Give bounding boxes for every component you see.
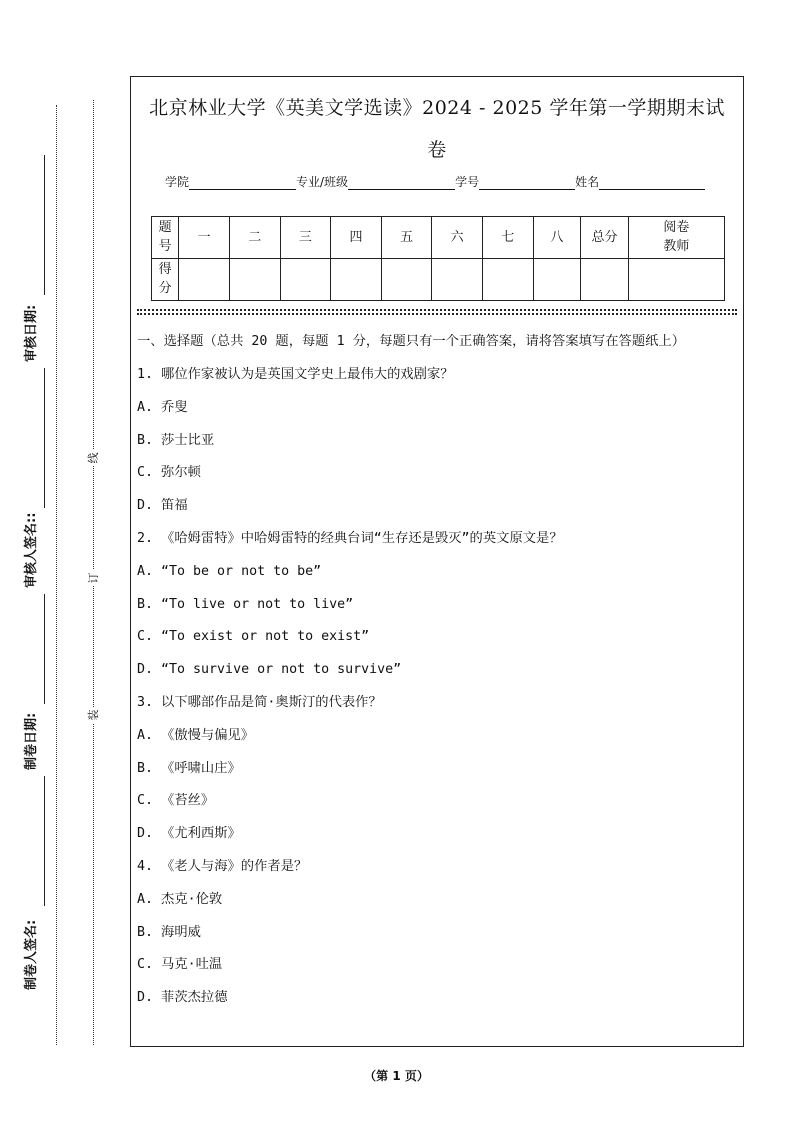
score-table-header-row bbox=[152, 217, 725, 259]
major-class-label: 专业/班级 bbox=[296, 175, 349, 189]
student-info-row bbox=[165, 173, 705, 190]
score-cell-3[interactable] bbox=[280, 259, 331, 301]
title-line-2: 卷 bbox=[427, 139, 447, 161]
score-cell-1[interactable] bbox=[179, 259, 230, 301]
score-cell-total[interactable] bbox=[581, 259, 629, 301]
score-cell-4[interactable] bbox=[331, 259, 382, 301]
compiler-signature-text: 制卷人签名: bbox=[24, 919, 39, 990]
student-id-label: 学号 bbox=[455, 175, 480, 189]
question-3: 3. 以下哪部作品是简·奥斯汀的代表作？ bbox=[137, 694, 382, 710]
question-number-head bbox=[152, 217, 179, 259]
grader-text: 阅卷教师 bbox=[663, 220, 690, 254]
q4-option-b: B. 海明威 bbox=[137, 924, 201, 940]
reviewer-signature-line bbox=[44, 368, 45, 508]
question-4: 4. 《老人与海》的作者是？ bbox=[137, 858, 308, 874]
col-1: 一 bbox=[179, 217, 230, 259]
review-date-line bbox=[44, 155, 45, 295]
score-cell-grader[interactable] bbox=[628, 259, 724, 301]
q3-option-b: B. 《呼啸山庄》 bbox=[137, 760, 241, 776]
score-head bbox=[152, 259, 179, 301]
student-id-blank[interactable] bbox=[479, 176, 575, 190]
col-6: 六 bbox=[432, 217, 483, 259]
name-label: 姓名 bbox=[575, 175, 600, 189]
q2-option-b: B. “To live or not to live” bbox=[137, 596, 354, 612]
q1-option-d: D. 笛福 bbox=[137, 498, 188, 514]
score-cell-6[interactable] bbox=[432, 259, 483, 301]
college-label: 学院 bbox=[165, 175, 190, 189]
compile-date-line bbox=[44, 594, 45, 704]
question-1: 1. 哪位作家被认为是英国文学史上最伟大的戏剧家？ bbox=[137, 367, 454, 382]
q4-option-d: D. 菲茨杰拉德 bbox=[137, 990, 228, 1006]
col-2: 二 bbox=[229, 217, 280, 259]
col-4: 四 bbox=[331, 217, 382, 259]
question-section bbox=[137, 331, 737, 1015]
q1-option-c: C. 弥尔顿 bbox=[137, 465, 201, 481]
question-2: 2. 《哈姆雷特》中哈姆雷特的经典台词“生存还是毁灭”的英文原文是？ bbox=[137, 530, 563, 546]
col-total: 总分 bbox=[581, 217, 629, 259]
score-head-text: 得分 bbox=[158, 262, 172, 296]
score-cell-8[interactable] bbox=[533, 259, 581, 301]
q1-option-a: A. 乔叟 bbox=[137, 399, 188, 415]
college-blank[interactable] bbox=[189, 176, 296, 190]
question-number-head-text: 题号 bbox=[158, 220, 172, 254]
binding-mark-staple: 订 bbox=[86, 570, 102, 586]
exam-frame bbox=[130, 76, 744, 1047]
title-line-1: 北京林业大学《英美文学选读》2024 - 2025 学年第一学期期末试 bbox=[149, 97, 725, 119]
left-dotted-line bbox=[56, 105, 57, 1045]
name-blank[interactable] bbox=[599, 176, 705, 190]
col-grader bbox=[628, 217, 724, 259]
exam-title bbox=[131, 87, 743, 171]
score-cell-5[interactable] bbox=[381, 259, 432, 301]
q2-option-c: C. “To exist or not to exist” bbox=[137, 629, 370, 645]
separator-dotted-2 bbox=[137, 313, 737, 315]
score-cell-7[interactable] bbox=[482, 259, 533, 301]
separator-dotted-1 bbox=[137, 309, 737, 311]
col-7: 七 bbox=[482, 217, 533, 259]
review-date-text: 审核日期: bbox=[24, 304, 39, 362]
q2-option-a: A. “To be or not to be” bbox=[137, 563, 322, 579]
q4-option-c: C. 马克·吐温 bbox=[137, 957, 223, 973]
q4-option-a: A. 杰克·伦敦 bbox=[137, 891, 223, 907]
binding-mark-line: 线 bbox=[86, 450, 102, 466]
q3-option-d: D. 《尤利西斯》 bbox=[137, 826, 241, 842]
binding-mark-bind: 装 bbox=[86, 707, 102, 723]
col-8: 八 bbox=[533, 217, 581, 259]
col-5: 五 bbox=[381, 217, 432, 259]
score-cell-2[interactable] bbox=[229, 259, 280, 301]
score-table-score-row bbox=[152, 259, 725, 301]
q3-option-a: A. 《傲慢与偏见》 bbox=[137, 727, 255, 743]
col-3: 三 bbox=[280, 217, 331, 259]
reviewer-signature-text: 审核人签名:: bbox=[24, 512, 39, 588]
score-table bbox=[151, 216, 725, 301]
q2-option-d: D. “To survive or not to survive” bbox=[137, 662, 402, 678]
page-number: （第 1 页） bbox=[364, 1069, 429, 1083]
compiler-signature-line bbox=[44, 776, 45, 906]
q1-option-b: B. 莎士比亚 bbox=[137, 432, 215, 448]
q3-option-c: C. 《苔丝》 bbox=[137, 793, 215, 809]
major-class-blank[interactable] bbox=[348, 176, 455, 190]
compile-date-text: 制卷日期: bbox=[24, 712, 39, 770]
section-heading: 一、选择题（总共 20 题，每题 1 分，每题只有一个正确答案，请将答案填写在答题纸上） bbox=[137, 334, 686, 349]
